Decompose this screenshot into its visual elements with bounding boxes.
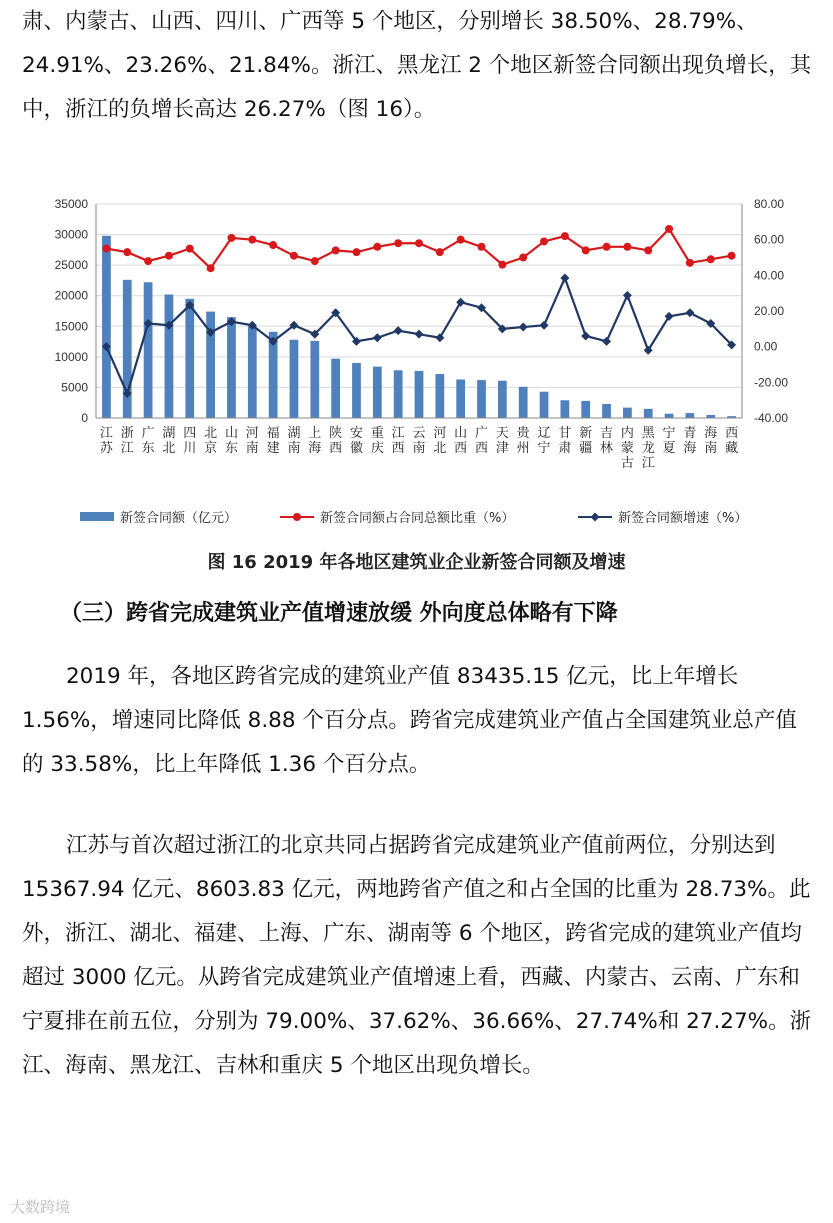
- bar: [665, 414, 674, 418]
- combo-chart: [0, 190, 833, 540]
- category-label: 辽宁: [537, 426, 551, 456]
- bar: [540, 392, 549, 418]
- category-label: 江西: [391, 426, 405, 456]
- growth-point: [435, 333, 444, 342]
- category-label: 青海: [683, 426, 697, 456]
- share-point: [644, 246, 652, 254]
- y-right-tick-label: 20.00: [754, 304, 785, 318]
- category-label: 浙江: [120, 426, 134, 456]
- y-left-tick-label: 35000: [54, 197, 88, 211]
- category-label: 山西: [454, 426, 468, 456]
- category-label: 新疆: [579, 426, 593, 456]
- category-label: 四川: [183, 426, 197, 456]
- category-label: 北京: [204, 426, 218, 456]
- share-point: [311, 257, 319, 265]
- growth-point: [685, 308, 694, 317]
- category-label: 海南: [704, 426, 718, 456]
- section-heading: （三）跨省完成建筑业产值增速放缓 外向度总体略有下降: [60, 601, 618, 626]
- bar: [477, 380, 486, 418]
- category-label: 宁夏: [662, 426, 676, 456]
- bar: [290, 340, 299, 418]
- bar-series: [102, 236, 736, 418]
- share-point: [332, 246, 340, 254]
- growth-point: [581, 331, 590, 340]
- share-point: [269, 241, 277, 249]
- bar: [686, 413, 695, 418]
- category-label: 河南: [245, 426, 259, 456]
- bar: [144, 282, 153, 418]
- share-point: [728, 252, 736, 260]
- bar: [352, 363, 361, 418]
- category-label: 上海: [308, 426, 322, 456]
- share-point: [186, 245, 194, 253]
- growth-point: [394, 326, 403, 335]
- category-label: 湖南: [287, 426, 301, 456]
- bar: [415, 371, 424, 418]
- growth-point: [373, 333, 382, 342]
- y-left-tick-label: 20000: [54, 288, 88, 303]
- growth-point: [415, 330, 424, 339]
- legend-label: 新签合同额（亿元）: [120, 511, 238, 526]
- bar: [623, 408, 632, 418]
- bar: [227, 317, 236, 418]
- share-point: [436, 248, 444, 256]
- bar: [519, 387, 528, 418]
- watermark-logo: 大数跨境: [10, 1198, 71, 1216]
- share-point: [373, 243, 381, 251]
- growth-point: [519, 323, 528, 332]
- category-label: 甘肃: [558, 426, 572, 456]
- bar: [248, 326, 257, 418]
- bar: [498, 381, 507, 418]
- share-point: [144, 257, 152, 265]
- y-right-tick-label: -40.00: [754, 411, 789, 425]
- category-label: 云南: [412, 426, 426, 456]
- figure-caption: 图 16 2019 年各地区建筑业企业新签合同额及增速: [207, 552, 626, 573]
- bar: [560, 400, 569, 418]
- legend-label: 新签合同额占合同总额比重（%）: [320, 511, 515, 526]
- legend-item: [80, 510, 237, 526]
- y-right-tick-label: 60.00: [754, 232, 785, 247]
- share-point: [561, 232, 569, 240]
- category-label: 西藏: [725, 426, 739, 456]
- y-right-tick-label: 40.00: [754, 268, 785, 283]
- y-right-tick-label: -20.00: [754, 375, 789, 390]
- share-point: [519, 254, 527, 262]
- intro-paragraph: 肃、内蒙古、山西、四川、广西等 5 个地区，分别增长 38.50%、28.79%、24.91%、23.26%、21.84%。浙江、黑龙江 2 个地区新签合同额出现负增长，其中，浙江的负增长高达 26.27%（图 16）。: [22, 9, 812, 122]
- category-label: 河北: [433, 426, 447, 456]
- bar: [394, 370, 403, 418]
- y-left-tick-label: 30000: [54, 227, 88, 242]
- share-point: [603, 243, 611, 251]
- bar: [602, 404, 611, 418]
- bar: [456, 379, 465, 418]
- legend-item: [578, 510, 747, 526]
- share-point: [394, 239, 402, 247]
- growth-point: [540, 321, 549, 330]
- y-left-tick-label: 0: [81, 411, 88, 425]
- bar: [435, 374, 444, 418]
- y-left-tick-label: 25000: [54, 258, 88, 273]
- share-point: [457, 236, 465, 244]
- share-point: [290, 252, 298, 260]
- category-label: 山东: [224, 426, 238, 456]
- bar: [310, 341, 319, 418]
- category-label: 重庆: [370, 426, 384, 456]
- y-right-tick-label: 80.00: [754, 197, 785, 211]
- share-point: [498, 261, 506, 269]
- share-point: [415, 239, 423, 247]
- category-label: 陕西: [329, 426, 343, 456]
- legend-item: [280, 510, 514, 526]
- y-left-tick-label: 15000: [54, 319, 88, 334]
- share-point: [227, 234, 235, 242]
- bar: [185, 299, 194, 418]
- share-point: [352, 248, 360, 256]
- category-label: 福建: [266, 426, 280, 456]
- y-left-tick-label: 10000: [54, 349, 88, 364]
- bar: [331, 359, 340, 418]
- share-point: [707, 255, 715, 263]
- y-right-tick-label: 0.00: [754, 339, 778, 354]
- share-point: [248, 236, 256, 244]
- share-point: [686, 259, 694, 267]
- category-label: 广东: [141, 426, 155, 456]
- share-point: [165, 252, 173, 260]
- category-label: 吉林: [600, 426, 614, 456]
- share-point: [665, 225, 673, 233]
- share-point: [123, 248, 131, 256]
- category-label: 江苏: [99, 426, 113, 456]
- body-paragraph-2: 江苏与首次超过浙江的北京共同占据跨省完成建筑业产值前两位，分别达到 15367.94 亿元、8603.83 亿元，两地跨省产值之和占全国的比重为 28.73%。此外，浙江、湖北、福建、上海、广东、湖南等 6 个地区，跨省完成的建筑业产值均超过 3000 亿元。从跨省完成建筑业产值增速上看，西藏、内蒙古、云南、广东和宁夏排在前五位，分别为 79.00%、37.62%、36.66%、27.74%和 27.27%。浙江、海南、黑龙江、吉林和重庆 5 个地区出现负增长。: [22, 833, 812, 1078]
- growth-point: [623, 291, 632, 300]
- bar: [102, 236, 111, 418]
- share-point: [540, 237, 548, 245]
- chart-legend: [80, 510, 747, 526]
- category-label: 安徽: [349, 426, 363, 456]
- legend-marker: [293, 513, 301, 521]
- bar: [165, 294, 174, 418]
- growth-point: [456, 298, 465, 307]
- bar: [644, 409, 653, 418]
- legend-label: 新签合同额增速（%）: [618, 511, 748, 526]
- category-label: 黑龙江: [641, 426, 655, 471]
- category-label: 内蒙古: [620, 426, 634, 471]
- body-paragraph-1: 2019 年，各地区跨省完成的建筑业产值 83435.15 亿元，比上年增长 1.56%，增速同比降低 8.88 个百分点。跨省完成建筑业产值占全国建筑业总产值的 33.58%，比上年降低 1.36 个百分点。: [22, 664, 797, 777]
- legend-swatch: [80, 512, 114, 521]
- share-point: [478, 243, 486, 251]
- category-label: 天津: [495, 426, 509, 456]
- share-point: [582, 246, 590, 254]
- y-left-tick-label: 5000: [61, 380, 88, 395]
- growth-point: [602, 337, 611, 346]
- legend-marker: [591, 513, 600, 522]
- category-label: 湖北: [162, 426, 176, 456]
- bar: [373, 367, 382, 418]
- growth-point: [560, 274, 569, 283]
- category-label: 贵州: [516, 426, 530, 456]
- share-point: [102, 245, 110, 253]
- bar: [581, 401, 590, 418]
- category-label: 广西: [475, 426, 489, 456]
- share-point: [207, 264, 215, 272]
- share-point: [623, 243, 631, 251]
